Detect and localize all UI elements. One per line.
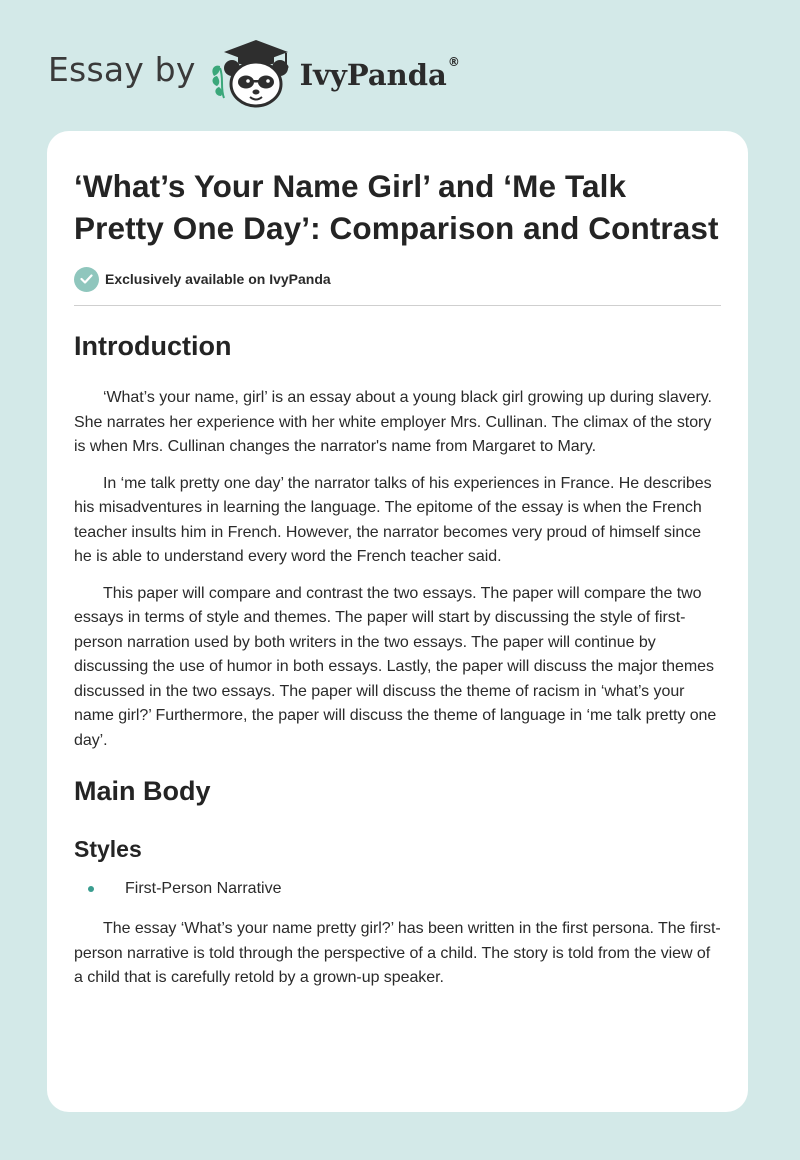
paragraph: This paper will compare and contrast the two essays. The paper will compare the two essays in terms of style and themes. The paper will start by discussing the style of first-person narration used by both writers in the two essays. The paper will continue by discussing the use of humor in both essays. Lastly, the paper will discuss the major themes discussed in the two essays. The paper will discuss the theme of racism in ‘what’s your name girl?’ Furthermore, the paper will discuss the theme of language in ‘me talk pretty one day’. [74, 584, 717, 749]
exclusive-badge [74, 266, 721, 292]
checkmark-icon [80, 274, 93, 284]
bullet-list [74, 877, 721, 901]
check-circle-icon [74, 267, 99, 292]
brand-prefix: Essay by [48, 49, 196, 89]
essay-title: ‘What’s Your Name Girl’ and ‘Me Talk Pretty One Day’: Comparison and Contrast [74, 168, 719, 246]
paragraph: ‘What’s your name, girl’ is an essay about a young black girl growing up during slavery. She narrates her experience with her white employer Mrs. Cullinan. The climax of the story is when Mrs. Cullinan changes the narrator's name from Margaret to Mary. [74, 389, 712, 455]
brand-logo[interactable] [48, 34, 460, 110]
list-item-text: First-Person Narrative [125, 880, 282, 897]
heading-main-body: Main Body [74, 776, 211, 806]
paragraph: The essay ‘What’s your name pretty girl?’ has been written in the first persona. The first-person narrative is told through the perspective of a child. The story is told from the view of a child that is carefully retold by a grown-up speaker. [74, 920, 721, 986]
essay-card [47, 131, 748, 1112]
heading-styles: Styles [74, 836, 142, 862]
badge-text: Exclusively available on IvyPanda [105, 271, 331, 287]
list-item [74, 877, 721, 901]
paragraph: In ‘me talk pretty one day’ the narrator talks of his experiences in France. He describes his misadventures in learning the language. The epitome of the essay is when the French teacher insults him in French. However, the narrator becomes very proud of himself since he is able to understand every word the French teacher said. [74, 474, 712, 565]
heading-introduction: Introduction [74, 331, 232, 361]
brand-name: IvyPanda [299, 57, 447, 92]
divider [74, 305, 721, 306]
panda-graduate-icon [208, 34, 298, 110]
bullet-icon [88, 886, 94, 892]
registered-mark: ® [447, 55, 460, 69]
